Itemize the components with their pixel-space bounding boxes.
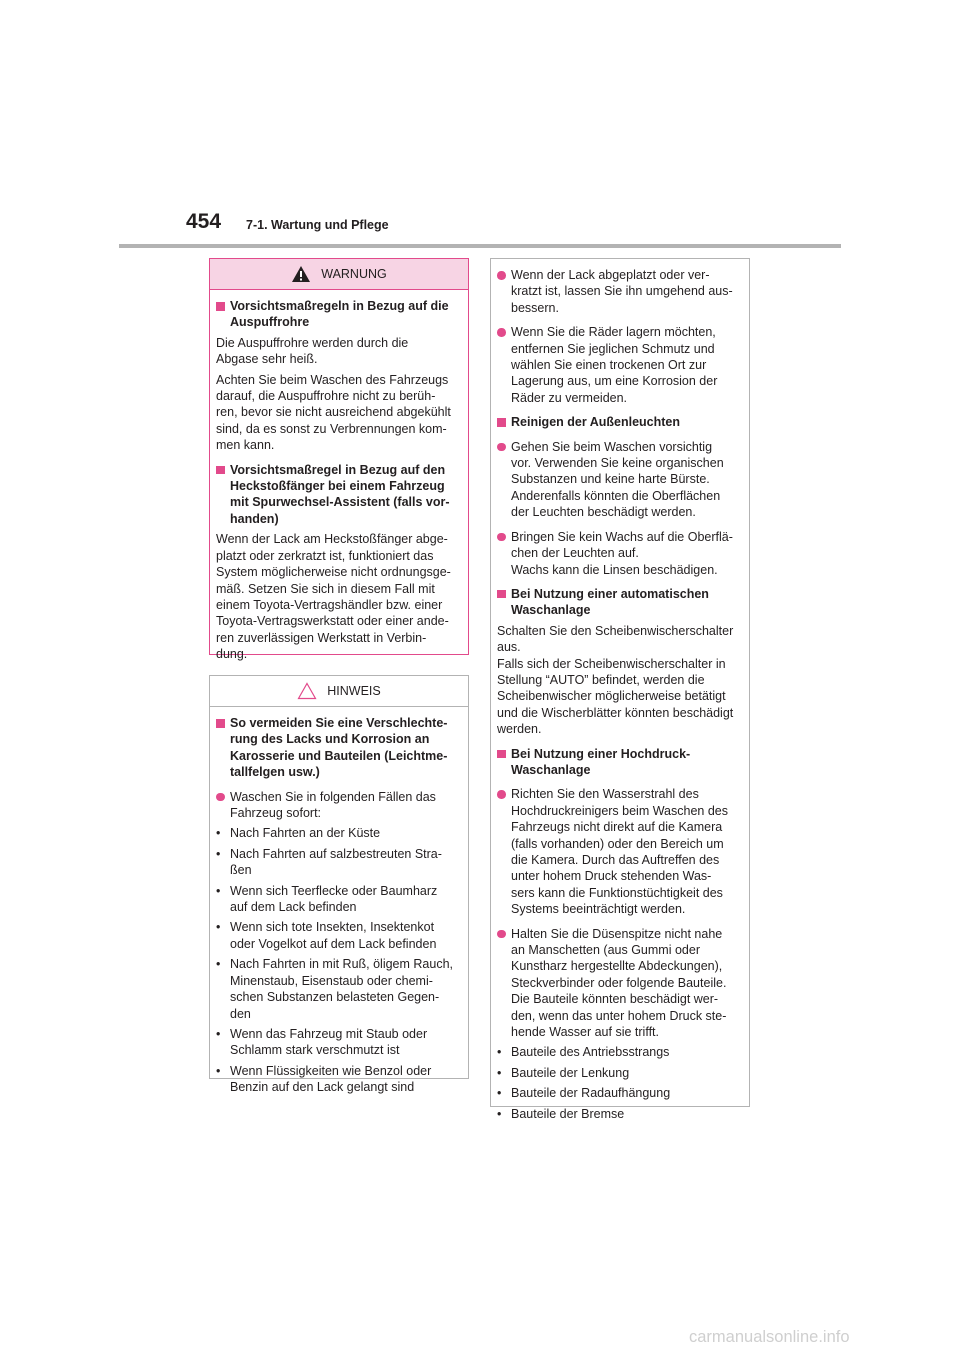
page-number: 454 [186,210,222,233]
item-text: Achten Sie beim Waschen des Fahrzeugs darauf, die Auspuffrohre nicht zu berüh- ren, bevor sie nicht ausreichend abgekühlt sind, da es sonst zu Verbrennungen kom- men kann. [216,372,451,453]
square-bullet-icon [497,750,506,759]
square-bullet-icon [497,590,506,599]
warning-triangle-icon [291,265,311,283]
list-item [216,956,462,1022]
note-box [209,675,469,1095]
list-item [216,883,462,916]
item-text: Nach Fahrten in mit Ruß, öligem Rauch, Minenstaub, Eisenstaub oder chemi- schen Substanzen belasteten Gegen- den [230,957,454,1021]
item-text: Wenn der Lack am Heckstoßfänger abge- platzt oder zerkratzt ist, funktioniert das System möglicherweise nicht ordnungsge- mäß. Setzen Sie sich in diesem Fall mit einem Toyota-Vertragshändler bzw. einer Toyota-Vertragswerkstatt oder einer ande- ren zuverlässigen Werkstatt in Verbin- dung. [216,532,451,662]
item-text: Bauteile der Lenkung [511,1065,630,1080]
section-heading [216,715,462,781]
list-item [216,1026,462,1059]
item-text: Wenn der Lack abgeplatzt oder ver- kratzt ist, lassen Sie ihn umgehend aus- bessern. [511,268,733,315]
item-text: Wenn Flüssigkeiten wie Benzol oder Benzin auf den Lack gelangt sind [230,1063,432,1095]
item-text: So vermeiden Sie eine Verschlechte- rung des Lacks und Korrosion an Karosserie und Bauteilen (Leichtme- tallfelgen usw.) [230,716,448,780]
paragraph [216,372,462,454]
item-text: Bauteile des Antriebsstrangs [511,1045,670,1060]
item-text: Bei Nutzung einer Hochdruck- Waschanlage [511,746,691,777]
continued-body [491,267,749,1122]
section-heading [497,746,743,779]
warning-body [210,298,468,663]
list-item [497,1044,743,1060]
bullet-icon: • [497,1045,502,1060]
item-text: Schalten Sie den Scheibenwischerschalter aus. Falls sich der Scheibenwischerschalter in Stellung “AUTO” befindet, werden die Scheibenwischer möglicherweise betätigt und die Wischerblätter könnten beschädigt werden. [497,623,734,737]
paragraph [216,335,462,368]
list-item [497,1085,743,1101]
item-text: Richten Sie den Wasserstrahl des Hochdruckreinigers beim Waschen des Fahrzeugs nicht direkt auf die Kamera (falls vorhanden) oder den Bereich um die Kamera. Durch das Auftreffen des unter hohem Druck stehenden Was- sers kann die Funktionstüchtigkeit des Systems beeinträchtigt werden. [511,787,728,917]
watermark: carmanualsonline.info [689,1328,850,1346]
list-item [216,1063,462,1096]
continued-box [490,258,750,1121]
circle-bullet-icon [497,790,506,799]
list-item [216,919,462,952]
item-text: Wenn sich Teerflecke oder Baumharz auf dem Lack befinden [230,883,438,915]
paragraph [497,623,743,738]
item-text: Wenn Sie die Räder lagern möchten, entfernen Sie jeglichen Schmutz und wählen Sie einen trockenen Ort zur Lagerung aus, um eine Korrosion der Räder zu vermeiden. [511,325,718,405]
warning-box [209,258,469,662]
circle-bullet-icon [497,443,506,452]
circle-bullet-icon [497,271,506,280]
bullet-icon: • [216,883,221,898]
bullet-icon: • [216,957,221,972]
square-bullet-icon [216,302,225,311]
item-text: Nach Fahrten auf salzbestreuten Stra- ßen [230,846,442,878]
bullet-icon: • [216,846,221,861]
dot-item [497,926,743,1041]
item-text: Reinigen der Außenleuchten [511,415,681,430]
dot-item [497,529,743,578]
list-item [497,1106,743,1122]
dot-item [497,324,743,406]
bullet-icon: • [497,1086,502,1101]
section-heading [216,298,462,331]
paragraph [216,531,462,662]
square-bullet-icon [497,418,506,427]
square-bullet-icon [216,719,225,728]
circle-bullet-icon [497,533,506,542]
note-title: HINWEIS [327,684,381,698]
section-heading [497,586,743,619]
circle-bullet-icon [497,328,506,337]
item-text: Gehen Sie beim Waschen vorsichtig vor. Verwenden Sie keine organischen Substanzen und keine harte Bürste. Anderenfalls könnten die Oberflächen der Leuchten beschädigt werden. [511,439,724,520]
dot-item [497,786,743,917]
bullet-icon: • [216,1026,221,1041]
item-text: Bringen Sie kein Wachs auf die Oberflä- chen der Leuchten auf. Wachs kann die Linsen beschädigen. [511,529,733,577]
list-item [216,846,462,879]
list-item [216,825,462,841]
item-text: Bei Nutzung einer automatischen Waschanlage [511,586,709,618]
bullet-icon: • [216,1063,221,1078]
bullet-icon: • [216,920,221,935]
note-header [210,676,468,707]
bullet-icon: • [216,826,221,841]
section-heading [497,414,743,430]
section-title: 7-1. Wartung und Pflege [246,218,389,232]
item-text: Vorsichtsmaßregel in Bezug auf den Heckstoßfänger bei einem Fahrzeug mit Spurwechsel-Assistent (falls vor- handen) [230,462,450,526]
dot-item [497,267,743,316]
list-item [497,1065,743,1081]
dot-item [497,439,743,521]
warning-title: WARNUNG [321,267,387,281]
item-text: Waschen Sie in folgenden Fällen das Fahrzeug sofort: [230,789,436,821]
circle-bullet-icon [497,930,506,939]
item-text: Wenn das Fahrzeug mit Staub oder Schlamm stark verschmutzt ist [230,1026,428,1058]
item-text: Bauteile der Bremse [511,1106,625,1121]
caution-triangle-icon [297,682,317,700]
section-heading [216,462,462,528]
item-text: Vorsichtsmaßregeln in Bezug auf die Auspuffrohre [230,299,449,330]
bullet-icon: • [497,1065,502,1080]
dot-item [216,789,462,822]
bullet-icon: • [497,1106,502,1121]
header-rule [119,244,841,248]
item-text: Nach Fahrten an der Küste [230,826,381,841]
note-body [210,715,468,1096]
item-text: Die Auspuffrohre werden durch die Abgase sehr heiß. [216,335,409,367]
circle-bullet-icon [216,793,225,802]
square-bullet-icon [216,466,225,475]
item-text: Halten Sie die Düsenspitze nicht nahe an Manschetten (aus Gummi oder Kunstharz hergestellte Abdeckungen), Steckverbinder oder folgende Bauteile. Die Bauteile könnten beschädigt wer- den, wenn das unter hohem Druck ste- hende Wasser auf sie trifft. [511,926,727,1040]
item-text: Wenn sich tote Insekten, Insektenkot oder Vogelkot auf dem Lack befinden [230,920,437,951]
warning-header [210,259,468,290]
item-text: Bauteile der Radaufhängung [511,1086,671,1101]
